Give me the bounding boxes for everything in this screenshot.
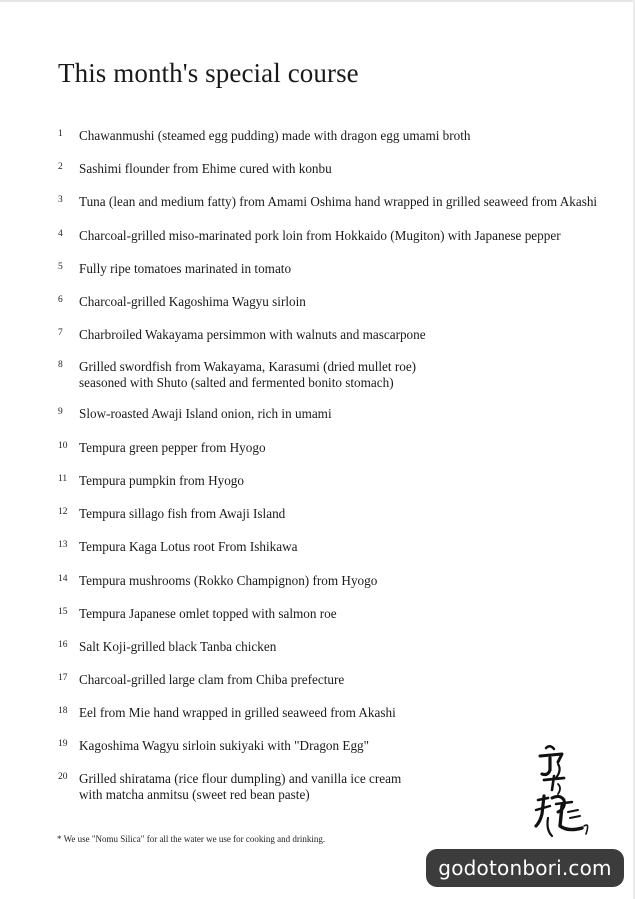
menu-item-line: Tuna (lean and medium fatty) from Amami Oshima hand wrapped in grilled seaweed from Akashi bbox=[79, 194, 598, 209]
menu-item-description bbox=[79, 473, 244, 489]
menu-item-description bbox=[79, 672, 344, 688]
menu-item-number: 1 bbox=[58, 129, 63, 139]
menu-item-line: Charcoal-grilled miso-marinated pork loin from Hokkaido (Mugiton) with Japanese pepper bbox=[79, 228, 561, 243]
menu-item-line: with matcha anmitsu (sweet red bean paste) bbox=[79, 787, 310, 802]
menu-item-line: Tempura Japanese omlet topped with salmon roe bbox=[79, 606, 337, 621]
menu-item-line: seasoned with Shuto (salted and fermented bonito stomach) bbox=[79, 375, 394, 390]
menu-item-description bbox=[79, 771, 401, 803]
menu-item-line: Grilled shiratama (rice flour dumpling) and vanilla ice cream bbox=[79, 771, 402, 786]
menu-item-description bbox=[79, 738, 369, 754]
menu-item-description bbox=[79, 194, 597, 210]
menu-item-number: 4 bbox=[58, 229, 63, 239]
menu-item-line: Fully ripe tomatoes marinated in tomato bbox=[79, 261, 292, 276]
menu-item-number: 17 bbox=[58, 673, 68, 683]
site-watermark: godotonbori.com bbox=[426, 849, 624, 887]
menu-item-description bbox=[79, 440, 266, 456]
menu-item-description bbox=[79, 573, 377, 589]
menu-item-description bbox=[79, 705, 396, 721]
menu-item-description bbox=[79, 359, 416, 391]
menu-item-number: 20 bbox=[58, 772, 68, 782]
menu-item-line: Grilled swordfish from Wakayama, Karasumi (dried mullet roe) bbox=[79, 359, 417, 374]
menu-item-description bbox=[79, 228, 561, 244]
menu-item-description bbox=[79, 639, 276, 655]
menu-item-description bbox=[79, 128, 471, 144]
menu-item-number: 13 bbox=[58, 540, 68, 550]
menu-item-line: Kagoshima Wagyu sirloin sukiyaki with "Dragon Egg" bbox=[79, 738, 370, 753]
menu-item-description bbox=[79, 161, 332, 177]
menu-item-description bbox=[79, 261, 291, 277]
menu-item-number: 10 bbox=[58, 441, 68, 451]
menu-item-number: 18 bbox=[58, 706, 68, 716]
menu-item-description bbox=[79, 294, 306, 310]
menu-item-number: 6 bbox=[58, 295, 63, 305]
menu-item-number: 5 bbox=[58, 262, 63, 272]
menu-item-number: 14 bbox=[58, 574, 68, 584]
menu-item-line: Tempura pumpkin from Hyogo bbox=[79, 473, 244, 488]
menu-item-description bbox=[79, 506, 285, 522]
menu-item-number: 15 bbox=[58, 607, 68, 617]
menu-item-line: Salt Koji-grilled black Tanba chicken bbox=[79, 639, 277, 654]
menu-item-number: 11 bbox=[58, 474, 68, 484]
menu-item-number: 16 bbox=[58, 640, 68, 650]
menu-item-number: 8 bbox=[58, 360, 63, 370]
menu-item-number: 7 bbox=[58, 328, 63, 338]
menu-item-line: Sashimi flounder from Ehime cured with konbu bbox=[79, 161, 332, 176]
menu-item-line: Chawanmushi (steamed egg pudding) made with dragon egg umami broth bbox=[79, 128, 471, 143]
menu-item-line: Tempura green pepper from Hyogo bbox=[79, 440, 266, 455]
menu-item-number: 9 bbox=[58, 407, 63, 417]
menu-item-description bbox=[79, 406, 332, 422]
menu-item-line: Eel from Mie hand wrapped in grilled seaweed from Akashi bbox=[79, 705, 396, 720]
menu-item-line: Slow-roasted Awaji Island onion, rich in umami bbox=[79, 406, 332, 421]
menu-item-line: Charcoal-grilled Kagoshima Wagyu sirloin bbox=[79, 294, 306, 309]
menu-item-description bbox=[79, 539, 297, 555]
page-title: This month's special course bbox=[58, 58, 359, 88]
water-footnote: * We use "Nomu Silica" for all the water we use for cooking and drinking. bbox=[57, 834, 326, 844]
menu-item-number: 3 bbox=[58, 195, 63, 205]
menu-item-number: 12 bbox=[58, 507, 68, 517]
menu-item-line: Charbroiled Wakayama persimmon with walnuts and mascarpone bbox=[79, 327, 426, 342]
menu-item-number: 19 bbox=[58, 739, 68, 749]
menu-item-line: Charcoal-grilled large clam from Chiba prefecture bbox=[79, 672, 345, 687]
menu-item-number: 2 bbox=[58, 162, 63, 172]
menu-item-line: Tempura mushrooms (Rokko Champignon) from Hyogo bbox=[79, 573, 378, 588]
menu-item-line: Tempura sillago fish from Awaji Island bbox=[79, 506, 286, 521]
calligraphy-logo bbox=[528, 740, 598, 850]
menu-item-description bbox=[79, 327, 426, 343]
menu-item-line: Tempura Kaga Lotus root From Ishikawa bbox=[79, 539, 298, 554]
menu-item-description bbox=[79, 606, 337, 622]
